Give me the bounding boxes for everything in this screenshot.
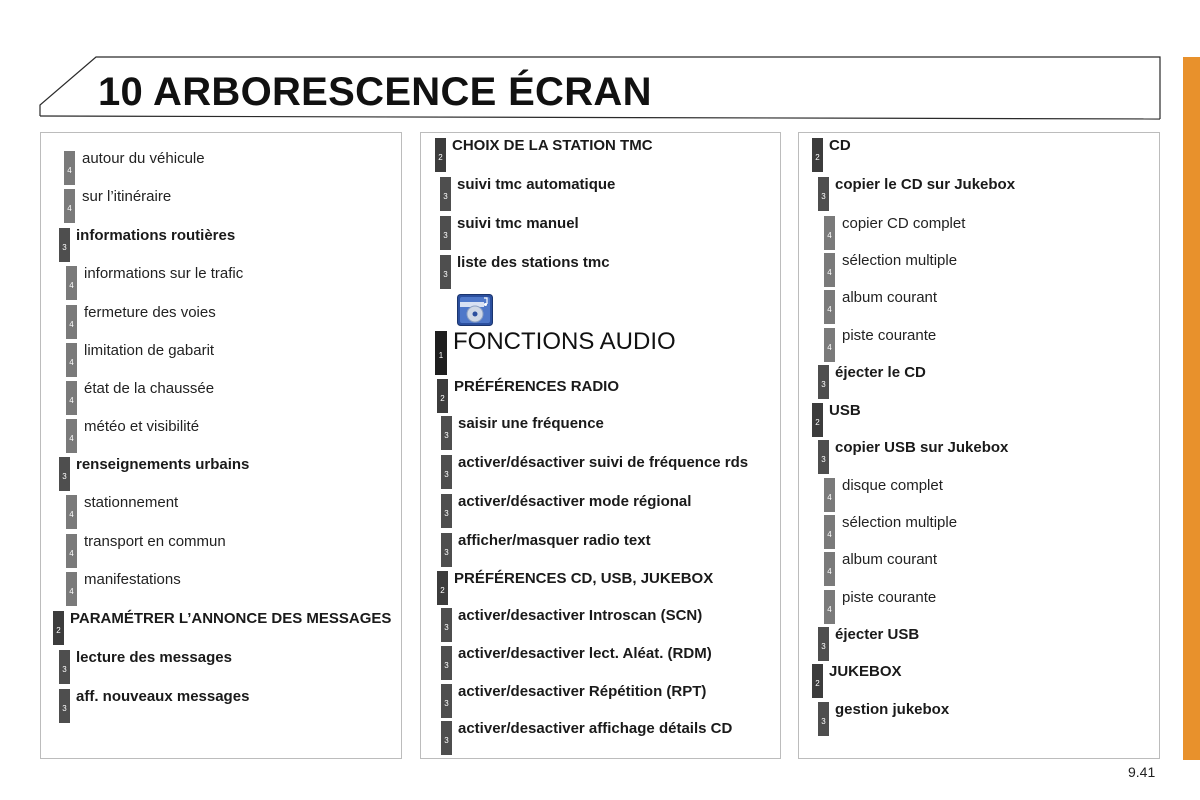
level-badge: 3 xyxy=(440,177,451,211)
menu-item-label: limitation de gabarit xyxy=(84,342,215,359)
level-badge: 2 xyxy=(435,138,446,172)
menu-item-label: copier CD complet xyxy=(842,215,966,232)
menu-item-label: activer/désactiver suivi de fréquence rds xyxy=(458,454,749,471)
level-badge: 3 xyxy=(59,457,70,491)
level-badge: 4 xyxy=(66,305,77,339)
level-badge: 4 xyxy=(66,381,77,415)
level-badge: 3 xyxy=(59,689,70,723)
level-badge: 2 xyxy=(812,138,823,172)
level-badge: 3 xyxy=(441,721,452,755)
menu-item-label: album courant xyxy=(842,551,938,568)
audio-cd-icon xyxy=(457,294,493,326)
menu-item-label: sélection multiple xyxy=(842,514,958,531)
level-badge: 3 xyxy=(59,650,70,684)
level-badge: 4 xyxy=(824,328,835,362)
menu-item-label: suivi tmc manuel xyxy=(457,215,579,232)
menu-item-label: fermeture des voies xyxy=(84,304,216,321)
level-badge: 3 xyxy=(440,255,451,289)
menu-item-label: autour du véhicule xyxy=(82,150,205,167)
menu-item-label: liste des stations tmc xyxy=(457,254,610,271)
level-badge: 2 xyxy=(437,571,448,605)
level-badge: 3 xyxy=(818,627,829,661)
menu-item-label: météo et visibilité xyxy=(84,418,200,435)
level-badge: 4 xyxy=(64,189,75,223)
level-badge: 4 xyxy=(824,290,835,324)
menu-item-label: informations routières xyxy=(76,227,236,244)
menu-item-label: piste courante xyxy=(842,589,937,606)
menu-item-label: afficher/masquer radio text xyxy=(458,532,651,549)
menu-item-label: renseignements urbains xyxy=(76,456,250,473)
level-badge: 3 xyxy=(441,646,452,680)
level-badge: 3 xyxy=(441,684,452,718)
level-badge: 4 xyxy=(66,343,77,377)
level-badge: 3 xyxy=(441,455,452,489)
menu-item-label: CHOIX DE LA STATION TMC xyxy=(452,137,653,154)
menu-item-label: lecture des messages xyxy=(76,649,232,666)
menu-item-label: FONCTIONS AUDIO xyxy=(453,328,676,355)
menu-item-label: manifestations xyxy=(84,571,181,588)
menu-item-label: activer/desactiver Introscan (SCN) xyxy=(458,607,703,624)
menu-item-label: activer/desactiver lect. Aléat. (RDM) xyxy=(458,645,712,662)
menu-item-label: USB xyxy=(829,402,861,419)
level-badge: 3 xyxy=(441,416,452,450)
level-badge: 4 xyxy=(66,419,77,453)
level-badge: 2 xyxy=(53,611,64,645)
menu-item-label: CD xyxy=(829,137,851,154)
menu-item-label: PRÉFÉRENCES CD, USB, JUKEBOX xyxy=(454,570,714,587)
page-number: 9.41 xyxy=(1128,764,1156,780)
menu-item-label: JUKEBOX xyxy=(829,663,902,680)
menu-item-label: activer/désactiver mode régional xyxy=(458,493,692,510)
level-badge: 4 xyxy=(824,552,835,586)
level-badge: 2 xyxy=(437,379,448,413)
menu-item-label: activer/desactiver affichage détails CD xyxy=(458,720,733,737)
level-badge: 3 xyxy=(441,533,452,567)
level-badge: 3 xyxy=(818,440,829,474)
level-badge: 1 xyxy=(435,331,447,375)
level-badge: 2 xyxy=(812,664,823,698)
level-badge: 3 xyxy=(818,177,829,211)
menu-item-label: transport en commun xyxy=(84,533,226,550)
menu-item-label: PRÉFÉRENCES RADIO xyxy=(454,378,620,395)
menu-item-label: stationnement xyxy=(84,494,179,511)
level-badge: 4 xyxy=(66,495,77,529)
menu-item-label: éjecter le CD xyxy=(835,364,926,381)
menu-item-label: aff. nouveaux messages xyxy=(76,688,250,705)
menu-item-label: copier USB sur Jukebox xyxy=(835,439,1009,456)
level-badge: 3 xyxy=(818,702,829,736)
menu-item-label: éjecter USB xyxy=(835,626,920,643)
level-badge: 4 xyxy=(66,534,77,568)
menu-item-label: sélection multiple xyxy=(842,252,958,269)
menu-item-label: PARAMÉTRER L’ANNONCE DES MESSAGES xyxy=(70,610,392,627)
menu-item-label: état de la chaussée xyxy=(84,380,215,397)
level-badge: 4 xyxy=(824,590,835,624)
page-title: 10 ARBORESCENCE ÉCRAN xyxy=(98,70,652,114)
level-badge: 2 xyxy=(812,403,823,437)
level-badge: 4 xyxy=(824,253,835,287)
level-badge: 3 xyxy=(441,494,452,528)
menu-item-label: piste courante xyxy=(842,327,937,344)
level-badge: 4 xyxy=(824,515,835,549)
menu-item-label: copier le CD sur Jukebox xyxy=(835,176,1016,193)
level-badge: 4 xyxy=(824,478,835,512)
menu-item-label: disque complet xyxy=(842,477,943,494)
menu-item-label: saisir une fréquence xyxy=(458,415,604,432)
menu-item-label: gestion jukebox xyxy=(835,701,950,718)
level-badge: 4 xyxy=(824,216,835,250)
level-badge: 4 xyxy=(64,151,75,185)
menu-item-label: sur l’itinéraire xyxy=(82,188,172,205)
level-badge: 4 xyxy=(66,572,77,606)
level-badge: 3 xyxy=(59,228,70,262)
level-badge: 4 xyxy=(66,266,77,300)
menu-item-label: suivi tmc automatique xyxy=(457,176,616,193)
level-badge: 3 xyxy=(440,216,451,250)
chapter-tab xyxy=(1183,57,1200,760)
menu-item-label: activer/desactiver Répétition (RPT) xyxy=(458,683,707,700)
menu-item-label: informations sur le trafic xyxy=(84,265,244,282)
menu-item-label: album courant xyxy=(842,289,938,306)
level-badge: 3 xyxy=(818,365,829,399)
level-badge: 3 xyxy=(441,608,452,642)
